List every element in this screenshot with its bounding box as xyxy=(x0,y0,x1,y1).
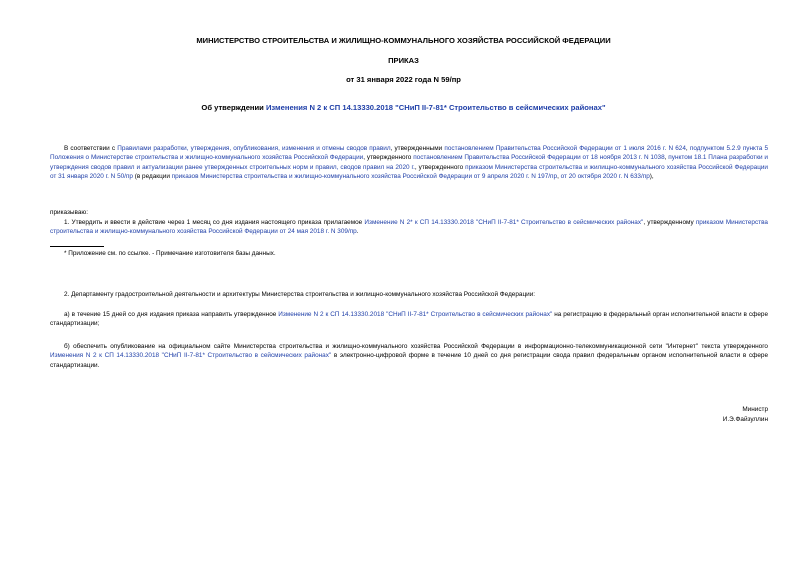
order-50-link[interactable]: приказом Министерства строительства и жилищно-коммунального хозяйства Российской Федерации от 31 января 2020 г. N 50/пр xyxy=(50,163,768,181)
amendment-link[interactable]: Изменение N 2* к СП 14.13330.2018 "СНиП II-7-81* Строительство в сейсмических районах" xyxy=(364,219,644,226)
item-1-text: 1. Утвердить и ввести в действие через 1 месяц со дня издания настоящего приказа прилагаемое xyxy=(64,219,365,226)
footnote-separator xyxy=(50,246,104,247)
item-2-paragraph: 2. Департаменту градостроительной деятельности и архитектуры Министерства строительства и жилищно-коммунального хозяйства Российской Федерации: xyxy=(64,291,536,298)
item-2b-text: в электронно-цифровой форме в течение 10 дней со дня регистрации свода правил федеральным органом исполнительной власти в сфере стандартизации. xyxy=(50,352,768,369)
title-link[interactable]: Изменения N 2 к СП 14.13330.2018 "СНиП II-7-81* Строительство в сейсмических районах" xyxy=(265,103,606,112)
plan-clause-link[interactable]: пунктом 18.1 Плана разработки и утверждения сводов правил и актуализации ранее утвержденных строительных норм и правил, сводов правил на 2020 г. xyxy=(50,154,768,171)
preamble-text: , xyxy=(664,154,669,162)
item-2a-text: на регистрацию в федеральный орган исполнительной власти в сфере стандартизации; xyxy=(50,311,769,328)
amendment-link-2a[interactable]: Изменение N 2 к СП 14.13330.2018 "СНиП II-7-81* Строительство в сейсмических районах" xyxy=(278,311,553,318)
preamble-text: , xyxy=(685,145,690,152)
preamble-text: , утвержденного xyxy=(363,154,414,162)
order-309-link[interactable]: приказом Министерства строительства и жилищно-коммунального хозяйства Российской Федерации от 24 мая 2018 г. N 309/пр xyxy=(50,219,768,236)
item-1-text: , утвержденному xyxy=(643,219,696,226)
footnote: * Приложение см. по ссылке. - Примечание изготовителя базы данных. xyxy=(64,250,276,257)
document-date: от 31 января 2022 года N 59/пр xyxy=(346,75,461,84)
amendment-link-2b[interactable]: Изменения N 2 к СП 14.13330.2018 "СНиП II-7-81* Строительство в сейсмических районах" xyxy=(50,352,332,360)
order-633-link[interactable]: от 20 октября 2020 г. N 633/пр xyxy=(560,173,650,181)
order-word: приказываю: xyxy=(50,209,88,216)
preamble-text: , xyxy=(557,173,561,181)
document-type: ПРИКАЗ xyxy=(388,56,419,65)
item-1-text: . xyxy=(356,228,359,236)
preamble-paragraph xyxy=(50,144,768,182)
signature-position: Министр xyxy=(742,406,768,413)
preamble-text: (в редакции xyxy=(132,173,172,181)
item-2b-text: б) обеспечить опубликование на официальном сайте Министерства строительства и жилищно-коммунального хозяйства Российской Федерации в информационно-телекоммуникационной сети "Интернет" текста утвержденного xyxy=(64,343,768,350)
item-2b-paragraph xyxy=(50,342,768,370)
ministry-heading: МИНИСТЕРСТВО СТРОИТЕЛЬСТВА И ЖИЛИЩНО-КОММУНАЛЬНОГО ХОЗЯЙСТВА РОССИЙСКОЙ ФЕДЕРАЦИИ xyxy=(196,36,611,45)
item-2a-paragraph xyxy=(50,310,768,329)
preamble-text: , утвержденного xyxy=(414,163,466,171)
document-title xyxy=(0,103,807,113)
title-prefix: Об утверждении xyxy=(201,103,266,112)
order-197-link[interactable]: приказов Министерства строительства и жилищно-коммунального хозяйства Российской Федерации от 9 апреля 2020 г. N 197/пр xyxy=(171,173,558,181)
item-2a-text: а) в течение 15 дней со дня издания приказа направить утвержденное xyxy=(64,311,279,318)
regulation-subclause-link[interactable]: подпунктом 5.2.9 пункта 5 Положения о Министерстве строительства и жилищно-коммунального хозяйства Российской Федерации xyxy=(50,145,768,162)
decree-1038-link[interactable]: постановлением Правительства Российской Федерации от 18 ноября 2013 г. N 1038 xyxy=(413,154,665,162)
rules-link[interactable]: Правилами разработки, утверждения, опубликования, изменения и отмены сводов правил xyxy=(117,145,391,152)
preamble-text: ), xyxy=(649,173,654,181)
item-1-paragraph xyxy=(50,218,768,237)
preamble-text: , утвержденными xyxy=(390,145,445,152)
signature-name: И.Э.Файзуллин xyxy=(722,416,768,423)
preamble-text: В соответствии с xyxy=(64,145,118,152)
decree-624-link[interactable]: постановлением Правительства Российской Федерации от 1 июля 2016 г. N 624 xyxy=(444,145,686,152)
